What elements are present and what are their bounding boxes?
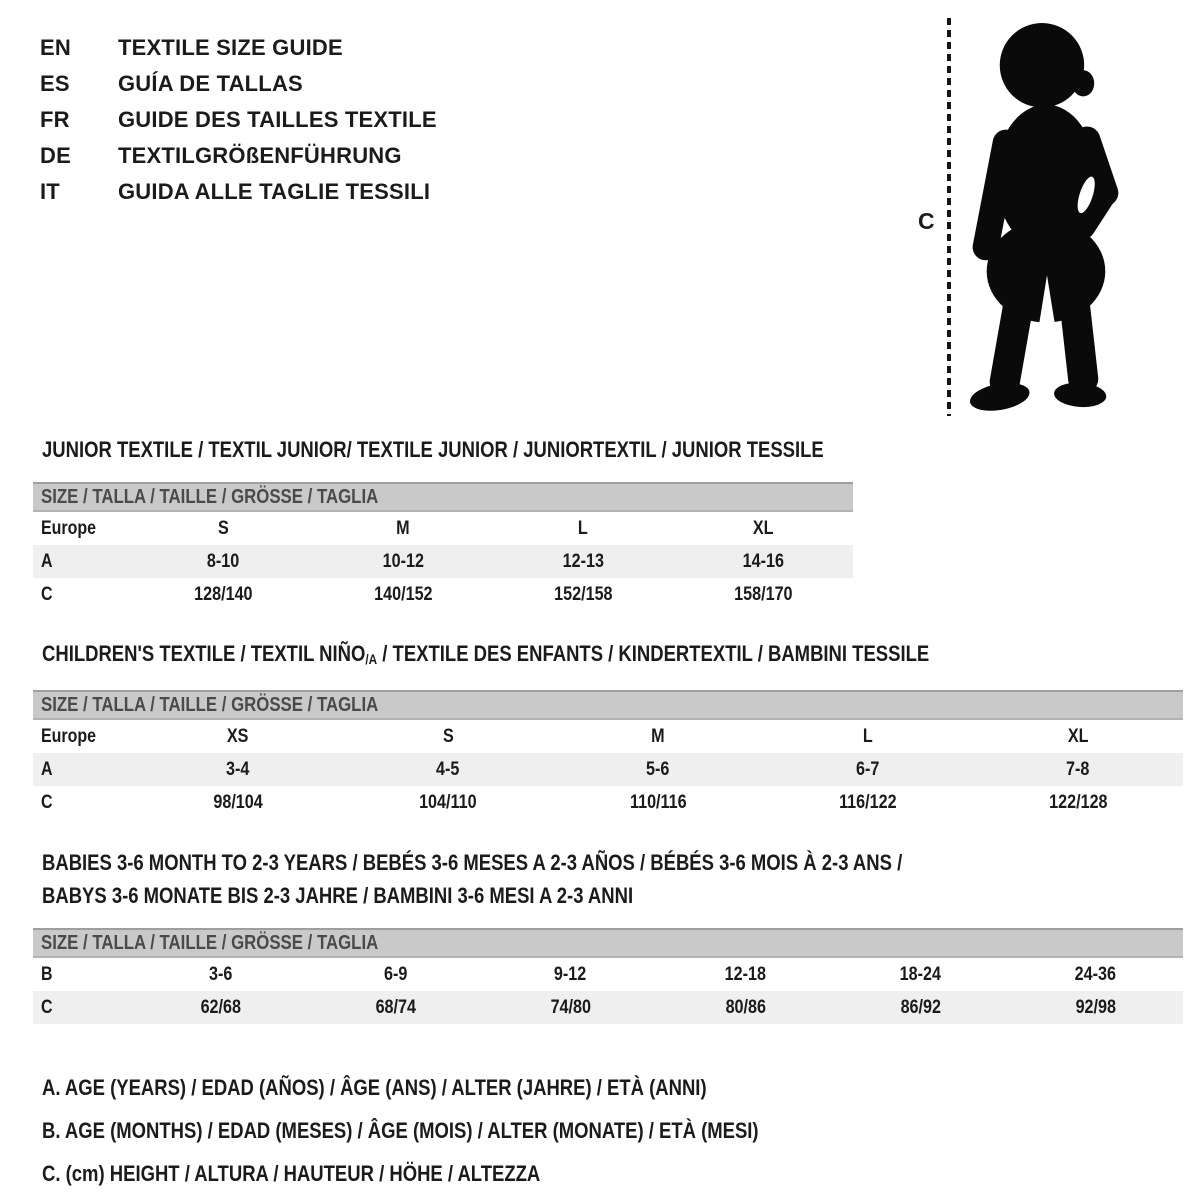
size-header-junior bbox=[33, 482, 853, 512]
table-row-europe bbox=[33, 512, 853, 545]
table-row-age bbox=[33, 753, 1183, 786]
children-heading-text: CHILDREN'S TEXTILE / TEXTIL NIÑO/A / TEXTILE DES ENFANTS / KINDERTEXTIL / BAMBINI TESSILE bbox=[42, 641, 930, 667]
table-cell: 140/152 bbox=[373, 583, 433, 605]
table-cell: 6-7 bbox=[856, 758, 880, 780]
language-title: TEXTILE SIZE GUIDE bbox=[118, 35, 343, 60]
language-row bbox=[40, 66, 437, 102]
language-code: ES bbox=[40, 71, 70, 96]
table-row-age bbox=[33, 545, 853, 578]
table-cell: 18-24 bbox=[899, 963, 942, 985]
language-code: IT bbox=[40, 179, 60, 204]
table-cell: M bbox=[651, 725, 665, 747]
language-title: GUÍA DE TALLAS bbox=[118, 71, 303, 96]
table-cell: XS bbox=[227, 725, 249, 747]
table-row-height bbox=[33, 991, 1183, 1024]
babies-size-table bbox=[33, 928, 1183, 1024]
babies-heading bbox=[42, 846, 1066, 912]
table-cell: 158/170 bbox=[733, 583, 793, 605]
table-row-height bbox=[33, 786, 1183, 819]
row-label: C bbox=[41, 583, 53, 605]
table-cell: 5-6 bbox=[646, 758, 670, 780]
children-size-table bbox=[33, 690, 1183, 819]
size-header-text: SIZE / TALLA / TAILLE / GRÖSSE / TAGLIA bbox=[41, 485, 379, 508]
size-header-text: SIZE / TALLA / TAILLE / GRÖSSE / TAGLIA bbox=[41, 693, 379, 716]
footnote-c: C. (cm) HEIGHT / ALTURA / HAUTEUR / HÖHE / ALTEZZA bbox=[42, 1160, 541, 1186]
language-list bbox=[40, 30, 437, 210]
toddler-silhouette-icon bbox=[960, 14, 1138, 416]
height-measure-label: C bbox=[918, 208, 935, 234]
table-cell: 80/86 bbox=[725, 996, 766, 1018]
table-cell: 4-5 bbox=[436, 758, 460, 780]
table-row-europe bbox=[33, 720, 1183, 753]
language-title: GUIDE DES TAILLES TEXTILE bbox=[118, 107, 437, 132]
heading-subscript: /A bbox=[365, 651, 378, 667]
language-title: TEXTILGRÖßENFÜHRUNG bbox=[118, 143, 402, 168]
table-cell: XL bbox=[1067, 725, 1089, 747]
language-row bbox=[40, 102, 437, 138]
table-cell: 6-9 bbox=[383, 963, 408, 985]
babies-heading-line1: BABIES 3-6 MONTH TO 2-3 YEARS / BEBÉS 3-6 MESES A 2-3 AÑOS / BÉBÉS 3-6 MOIS À 2-3 ANS / bbox=[42, 850, 903, 875]
junior-size-table bbox=[33, 482, 853, 611]
language-code: EN bbox=[40, 35, 71, 60]
table-cell: S bbox=[442, 725, 454, 747]
table-cell: 8-10 bbox=[206, 550, 240, 572]
row-label: A bbox=[41, 550, 53, 572]
size-header-babies bbox=[33, 928, 1183, 958]
table-cell: 116/122 bbox=[839, 791, 897, 813]
table-cell: 3-6 bbox=[208, 963, 233, 985]
table-row-months bbox=[33, 958, 1183, 991]
row-label: A bbox=[41, 758, 53, 780]
table-cell: 74/80 bbox=[550, 996, 591, 1018]
junior-heading-text: JUNIOR TEXTILE / TEXTIL JUNIOR/ TEXTILE JUNIOR / JUNIORTEXTIL / JUNIOR TESSILE bbox=[42, 437, 824, 462]
table-cell: 122/128 bbox=[1048, 791, 1108, 813]
table-cell: 12-18 bbox=[724, 963, 767, 985]
footnote-a: A. AGE (YEARS) / EDAD (AÑOS) / ÂGE (ANS) / ALTER (JAHRE) / ETÀ (ANNI) bbox=[42, 1074, 707, 1100]
table-cell: L bbox=[863, 725, 873, 747]
table-cell: 68/74 bbox=[375, 996, 416, 1018]
language-code: DE bbox=[40, 143, 71, 168]
table-cell: 110/116 bbox=[629, 791, 687, 813]
footnote-legend bbox=[42, 1066, 895, 1195]
height-measure-line bbox=[947, 18, 951, 416]
language-row bbox=[40, 138, 437, 174]
table-cell: 7-8 bbox=[1066, 758, 1090, 780]
table-cell: 62/68 bbox=[200, 996, 241, 1018]
table-cell: 86/92 bbox=[900, 996, 941, 1018]
table-cell: 14-16 bbox=[742, 550, 784, 572]
row-label: C bbox=[41, 791, 53, 813]
table-cell: 152/158 bbox=[553, 583, 613, 605]
language-code: FR bbox=[40, 107, 70, 132]
row-label: Europe bbox=[41, 517, 96, 539]
row-label: C bbox=[41, 996, 53, 1018]
language-row bbox=[40, 174, 437, 210]
table-cell: 3-4 bbox=[226, 758, 250, 780]
babies-heading-line2: BABYS 3-6 MONATE BIS 2-3 JAHRE / BAMBINI 3-6 MESI A 2-3 ANNI bbox=[42, 883, 634, 908]
language-row bbox=[40, 30, 437, 66]
row-label: Europe bbox=[41, 725, 96, 747]
row-label: B bbox=[41, 963, 53, 985]
table-cell: L bbox=[578, 517, 588, 539]
footnote-b: B. AGE (MONTHS) / EDAD (MESES) / ÂGE (MOIS) / ALTER (MONATE) / ETÀ (MESI) bbox=[42, 1117, 759, 1143]
table-cell: 24-36 bbox=[1074, 963, 1117, 985]
table-cell: 104/110 bbox=[419, 791, 477, 813]
table-cell: 92/98 bbox=[1075, 996, 1116, 1018]
table-cell: 12-13 bbox=[562, 550, 604, 572]
size-header-children bbox=[33, 690, 1183, 720]
size-header-text: SIZE / TALLA / TAILLE / GRÖSSE / TAGLIA bbox=[41, 931, 379, 954]
table-cell: XL bbox=[752, 517, 774, 539]
table-cell: 9-12 bbox=[554, 963, 587, 985]
table-cell: S bbox=[217, 517, 229, 539]
junior-heading bbox=[42, 437, 973, 463]
table-cell: M bbox=[396, 517, 410, 539]
table-cell: 98/104 bbox=[213, 791, 263, 813]
language-title: GUIDA ALLE TAGLIE TESSILI bbox=[118, 179, 431, 204]
table-row-height bbox=[33, 578, 853, 611]
children-heading bbox=[42, 641, 1098, 667]
table-cell: 128/140 bbox=[193, 583, 253, 605]
table-cell: 10-12 bbox=[382, 550, 424, 572]
